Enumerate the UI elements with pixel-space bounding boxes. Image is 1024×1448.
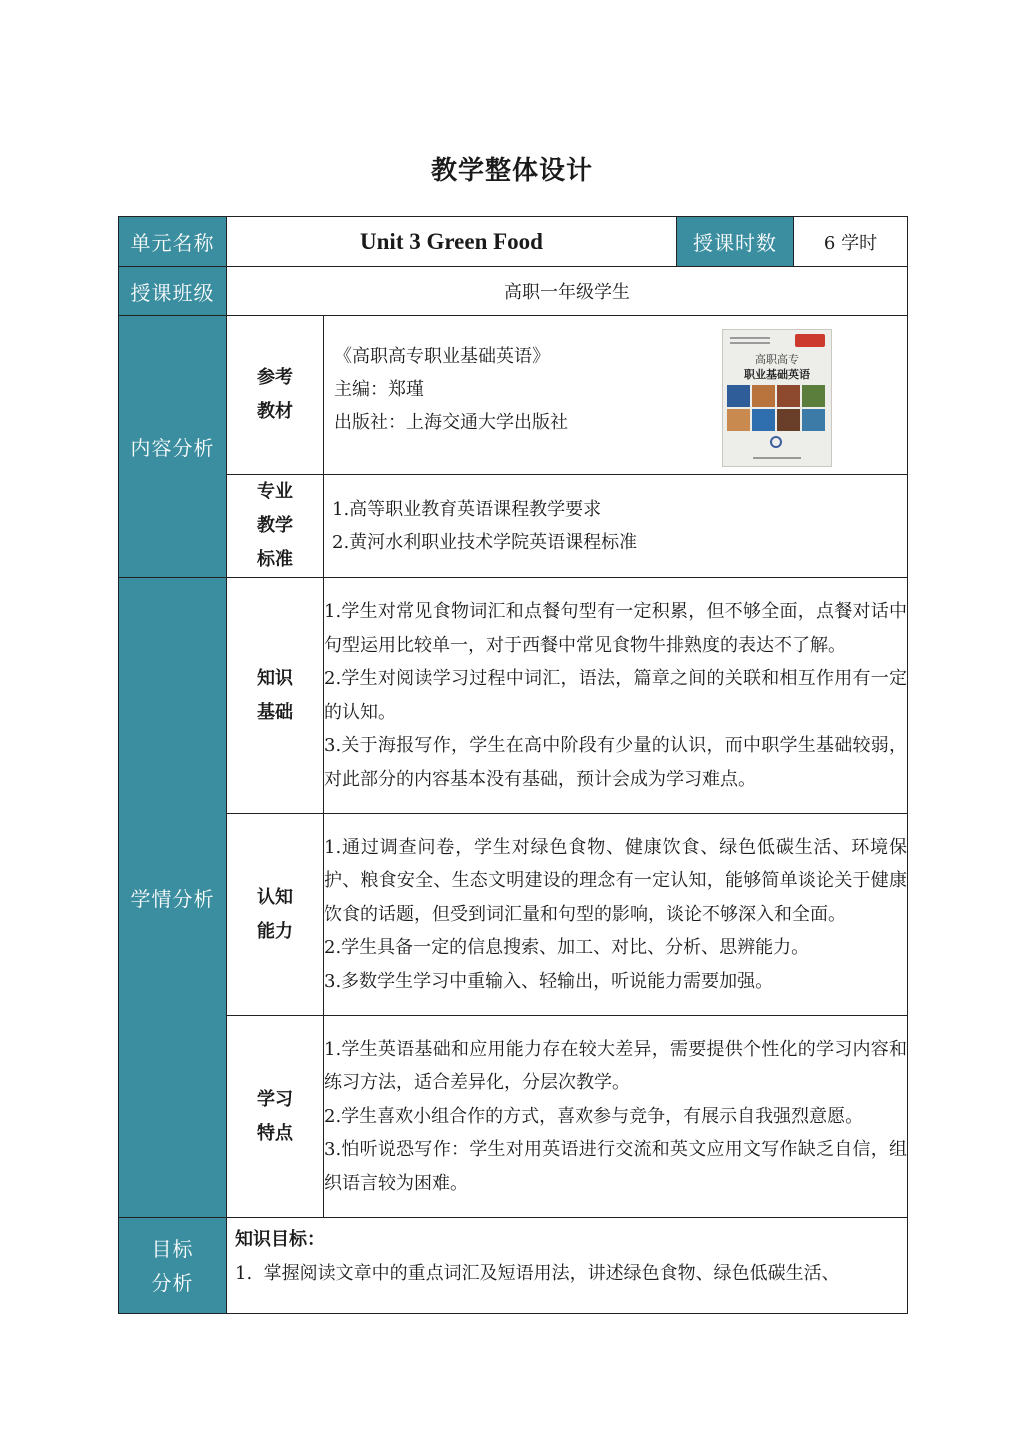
unit-name-header: 单元名称: [119, 217, 227, 267]
goals-header-text: 目标 分析: [151, 1236, 194, 1295]
knowledge-label: [227, 578, 324, 814]
cover-title-line2: 职业基础英语: [744, 368, 810, 381]
cover-publisher-logo: [770, 436, 782, 448]
features-label-text: 学习 特点: [257, 1088, 293, 1144]
unit-name-value: Unit 3 Green Food: [227, 217, 677, 267]
design-table: [118, 216, 908, 1314]
textbook-info: [334, 340, 568, 439]
class-value: 高职一年级学生: [227, 267, 908, 316]
knowledge-label-text: 知识 基础: [257, 667, 293, 723]
unit-row: [119, 217, 908, 267]
cover-publisher-text: [753, 457, 801, 459]
knowledge-goals-heading: 知识目标：: [235, 1229, 325, 1250]
features-label: [227, 1016, 324, 1218]
knowledge-item: 2.学生对阅读学习过程中词汇，语法，篇章之间的关联和相互作用有一定的认知。: [324, 668, 907, 723]
cognition-item: 3.多数学生学习中重输入、轻输出，听说能力需要加强。: [324, 970, 774, 992]
cognition-content: [324, 814, 908, 1016]
features-item: 2.学生喜欢小组合作的方式，喜欢参与竞争，有展示自我强烈意愿。: [324, 1105, 864, 1127]
textbook-publisher: 出版社：上海交通大学出版社: [334, 412, 568, 433]
goals-row: [119, 1218, 908, 1314]
page-title: 教学整体设计: [430, 156, 593, 186]
cognition-row: [119, 814, 908, 1016]
knowledge-item: 3.关于海报写作，学生在高中阶段有少量的认识，而中职学生基础较弱，对此部分的内容基本没有基础，预计会成为学习难点。: [324, 735, 907, 790]
cover-badge: [795, 334, 825, 347]
textbook-editor: 主编：郑瑾: [334, 379, 424, 400]
class-hours-header: 授课时数: [677, 217, 794, 267]
textbook-cell: [324, 316, 908, 475]
cover-photo-strip: [727, 385, 827, 431]
features-content: [324, 1016, 908, 1218]
cognition-label: [227, 814, 324, 1016]
goal-item: 1. 掌握阅读文章中的重点词汇及短语用法，讲述绿色食物、绿色低碳生活、: [235, 1262, 840, 1284]
cognition-label-text: 认知 能力: [257, 886, 293, 942]
goals-analysis-header: [119, 1218, 227, 1314]
cover-series-text: [730, 337, 770, 339]
standard-item: 1.高等职业教育英语课程教学要求: [332, 498, 602, 520]
class-row: [119, 267, 908, 316]
textbook-row: [119, 316, 908, 475]
knowledge-item: 1.学生对常见食物词汇和点餐句型有一定积累，但不够全面，点餐对话中句型运用比较单一，对于西餐中常见食物牛排熟度的表达不了解。: [324, 601, 907, 656]
cognition-item: 1.通过调查问卷，学生对绿色食物、健康饮食、绿色低碳生活、环境保护、粮食安全、生态文明建设的理念有一定认知，能够简单谈论关于健康饮食的话题，但受到词汇量和句型的影响，谈论不够深入和全面。: [324, 836, 907, 925]
learner-analysis-header: 学情分析: [119, 578, 227, 1218]
textbook-label: [227, 316, 324, 475]
textbook-label-text: 参考 教材: [257, 367, 293, 422]
features-item: 3.怕听说恐写作：学生对用英语进行交流和英文应用文写作缺乏自信，组织语言较为困难。: [324, 1139, 907, 1194]
standard-label-text: 专业 教学 标准: [257, 481, 293, 570]
standard-item: 2.黄河水利职业技术学院英语课程标准: [332, 532, 638, 553]
textbook-title: 《高职高专职业基础英语》: [334, 346, 550, 367]
standard-row: [119, 475, 908, 578]
cover-title-line1: 高职高专: [755, 353, 799, 366]
standard-label: [227, 475, 324, 578]
textbook-cover-image: [722, 329, 832, 467]
cognition-item: 2.学生具备一定的信息搜索、加工、对比、分析、思辨能力。: [324, 937, 810, 959]
goals-content: [227, 1218, 908, 1314]
knowledge-content: [324, 578, 908, 814]
class-header: 授课班级: [119, 267, 227, 316]
class-hours-value: 6 学时: [794, 217, 908, 267]
features-item: 1.学生英语基础和应用能力存在较大差异，需要提供个性化的学习内容和练习方法，适合差异化，分层次教学。: [324, 1038, 907, 1094]
standard-content: [324, 475, 908, 578]
features-row: [119, 1016, 908, 1218]
content-analysis-header: 内容分析: [119, 316, 227, 578]
knowledge-row: [119, 578, 908, 814]
